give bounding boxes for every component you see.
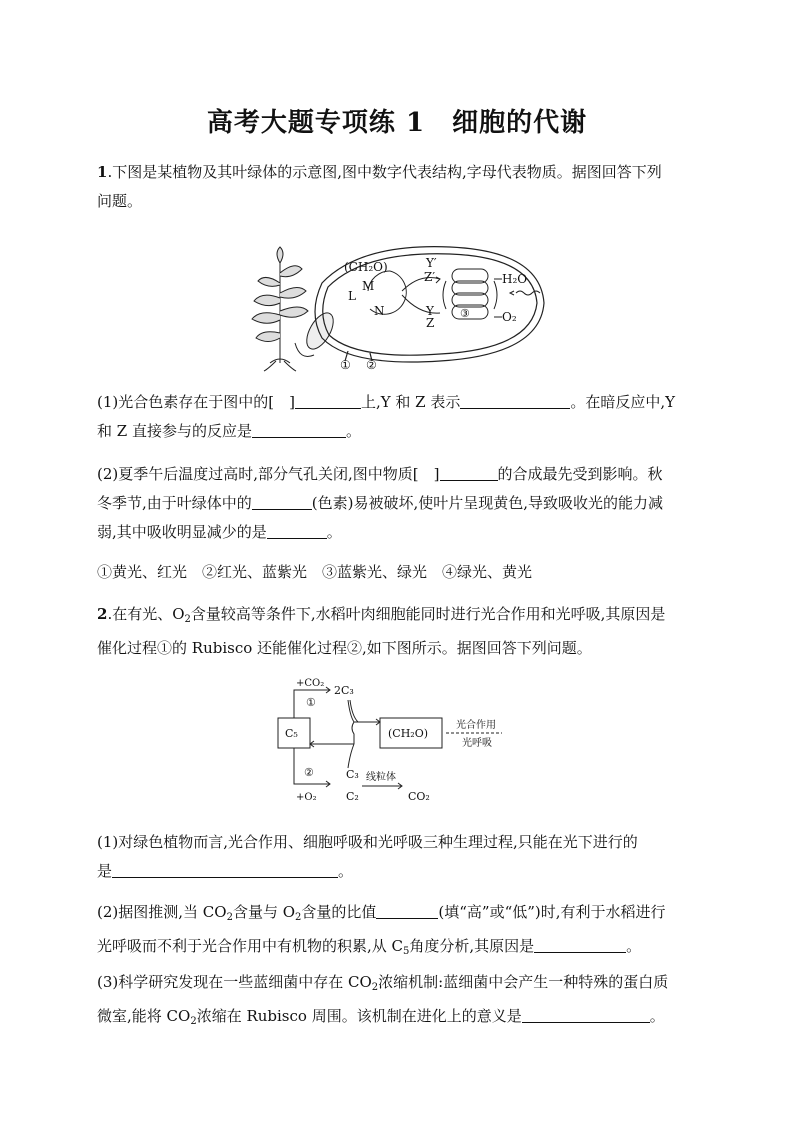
- rubisco-diagram: [270, 676, 520, 808]
- q2-stem-sub: 2: [184, 614, 191, 625]
- q2-part3-text-b: 微室,能将 CO: [97, 1007, 191, 1025]
- q2-stem-text-b: 催化过程①的 Rubisco 还能催化过程②,如下图所示。据图回答下列问题。: [97, 639, 592, 657]
- q2-part2: [97, 898, 697, 966]
- q2-part3-text-a2: 浓缩机制:蓝细菌中会产生一种特殊的蛋白质: [378, 973, 669, 991]
- q1-part1-text-e: 。: [345, 422, 361, 440]
- q2-stem-text-a2: 含量较高等条件下,水稻叶肉细胞能同时进行光合作用和光呼吸,其原因是: [190, 605, 666, 623]
- q2-blank-reason[interactable]: [534, 936, 626, 953]
- q2-part2-text-b3: 。: [626, 937, 642, 955]
- q2-label-c2: C₂: [346, 790, 359, 803]
- q1-label-z: Z: [426, 316, 435, 330]
- q1-stem-line1: .下图是某植物及其叶绿体的示意图,图中数字代表结构,字母代表物质。据图回答下列: [107, 163, 662, 181]
- q2-label-photorespiration: 光呼吸: [462, 738, 492, 749]
- q1-blank-structure[interactable]: [295, 392, 361, 409]
- q2-part2-sub-b: 2: [295, 912, 302, 923]
- q1-blank-light[interactable]: [267, 522, 327, 539]
- q2-part3-text-b3: 。: [649, 1007, 665, 1025]
- q2-label-circle1: ①: [306, 696, 316, 709]
- q2-label-plus-co2: +CO₂: [296, 678, 325, 689]
- q2-label-c5: C₅: [285, 727, 298, 740]
- q1-label-circle2: ②: [366, 358, 377, 372]
- q1-blank-substance[interactable]: [440, 464, 498, 481]
- q2-stem-text-a: .在有光、O: [107, 605, 185, 623]
- q2-part2-text-a: (2)据图推测,当 CO: [97, 903, 227, 921]
- q2-blank-process[interactable]: [112, 861, 338, 878]
- q1-blank-reaction[interactable]: [252, 421, 346, 438]
- q1-blank-yz[interactable]: [460, 392, 570, 409]
- page-title: 高考大题专项练 1 细胞的代谢: [206, 108, 588, 138]
- q2-part3-sub-a: 2: [371, 982, 379, 993]
- q2-part2-text-a3: 含量的比值: [301, 903, 377, 921]
- q1-stem-line2: 问题。: [97, 192, 143, 210]
- q1-part1-text-b: 上,Y 和 Z 表示: [360, 393, 461, 411]
- q1-part2-text-e: 弱,其中吸收明显减少的是: [97, 523, 267, 541]
- q2-part1-text-c: 。: [338, 862, 354, 880]
- q1-label-circle3: ③: [460, 307, 470, 320]
- q1-label-l: L: [348, 289, 356, 303]
- q1-part1-text-a: (1)光合色素存在于图中的[ ]: [97, 393, 295, 411]
- q1-blank-pigment[interactable]: [252, 493, 312, 510]
- q2-part1-text-b: 是: [97, 862, 113, 880]
- q1-part2-text-d: (色素)易被破坏,使叶片呈现黄色,导致吸收光的能力减: [311, 494, 664, 512]
- chloroplast-diagram: [240, 243, 550, 373]
- q2-part3-text-a: (3)科学研究发现在一些蓝细菌中存在 CO: [97, 973, 372, 991]
- q2-part2-text-b: 光呼吸而不利于光合作用中有机物的积累,从 C: [97, 937, 404, 955]
- q2-blank-ratio[interactable]: [376, 902, 438, 919]
- q1-label-z-prime: Z′: [424, 270, 436, 284]
- q1-number: 1: [97, 163, 108, 181]
- q1-label-h2o: H₂O: [502, 272, 528, 286]
- q1-part2-text-b: 的合成最先受到影响。秋: [497, 465, 663, 483]
- q2-part2-text-a4: (填“高”或“低”)时,有利于水稻进行: [438, 903, 666, 921]
- q1-part2-text-c: 冬季节,由于叶绿体中的: [97, 494, 252, 512]
- q1-label-n: N: [374, 304, 385, 318]
- q2-label-plus-o2: +O₂: [296, 792, 317, 803]
- q2-part1-text-a: (1)对绿色植物而言,光合作用、细胞呼吸和光呼吸三种生理过程,只能在光下进行的: [97, 833, 638, 851]
- q1-options: ①黄光、红光 ②红光、蓝紫光 ③蓝紫光、绿光 ④绿光、黄光: [97, 563, 533, 581]
- q2-part2-sub-a: 2: [226, 912, 233, 923]
- q2-part3: [97, 968, 697, 1036]
- q2-part2-sub-c: 5: [403, 946, 410, 957]
- q2-label-c3: C₃: [346, 768, 359, 781]
- q1-part2-text-f: 。: [326, 523, 342, 541]
- thylakoid-stack: [443, 269, 497, 319]
- q2-part2-text-a2: 含量与 O: [232, 903, 296, 921]
- q2-label-ch2o: (CH₂O): [388, 727, 429, 740]
- q2-part1: [97, 828, 697, 886]
- q1-part1-text-d: 和 Z 直接参与的反应是: [97, 422, 252, 440]
- q1-label-y: Y: [426, 304, 434, 318]
- q1-label-o2: O₂: [502, 310, 517, 324]
- q1-stem: [97, 158, 697, 216]
- q2-blank-significance[interactable]: [522, 1006, 650, 1023]
- q2-part2-text-b2: 角度分析,其原因是: [409, 937, 535, 955]
- q2-stem: [97, 600, 697, 663]
- q1-label-ch2o: (CH₂O): [344, 260, 388, 274]
- q1-part2-text-a: (2)夏季午后温度过高时,部分气孔关闭,图中物质[ ]: [97, 465, 440, 483]
- q1-label-m: M: [362, 279, 375, 293]
- q2-label-photosynthesis: 光合作用: [456, 720, 496, 731]
- q2-label-mitochondria: 线粒体: [366, 772, 396, 783]
- q2-part3-text-b2: 浓缩在 Rubisco 周围。该机制在进化上的意义是: [196, 1007, 522, 1025]
- q2-label-circle2: ②: [304, 766, 314, 779]
- q2-label-2c3: 2C₃: [334, 684, 354, 697]
- q1-part1: [97, 388, 697, 446]
- plant-illustration: [252, 247, 339, 371]
- q1-part2: [97, 460, 697, 547]
- q1-label-circle1: ①: [340, 358, 351, 372]
- q2-label-co2: CO₂: [408, 790, 430, 803]
- q2-part3-sub-b: 2: [190, 1016, 197, 1027]
- q2-number: 2: [97, 605, 108, 623]
- q1-part1-text-c: 。在暗反应中,Y: [570, 393, 676, 411]
- q1-label-y-prime: Y′: [426, 256, 437, 270]
